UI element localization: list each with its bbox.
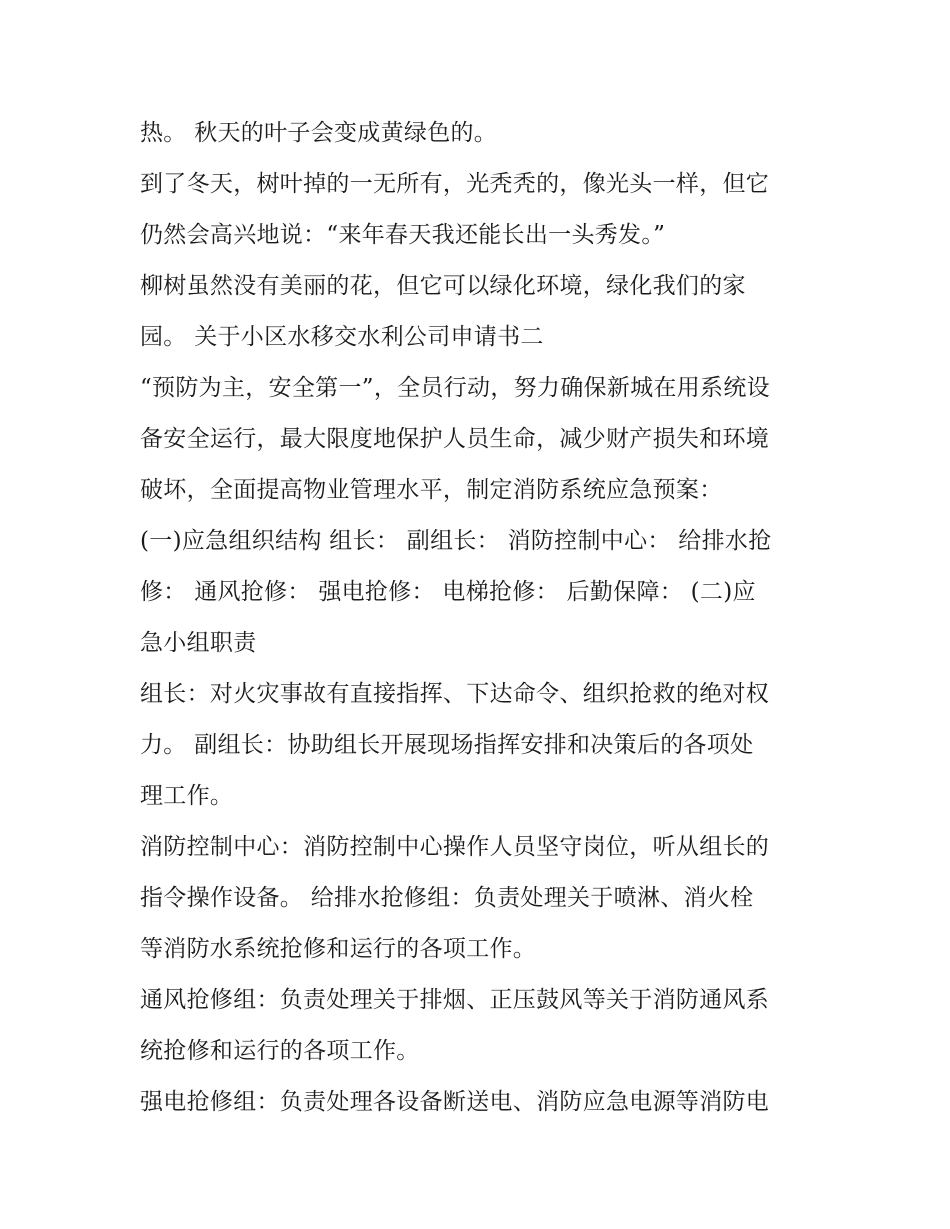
text-line: 园。 关于小区水移交水利公司申请书二	[140, 324, 544, 350]
text-line: 仍然会高兴地说：“来年春天我还能长出一头秀发。”	[140, 222, 666, 248]
text-line: 力。 副组长：协助组长开展现场指挥安排和决策后的各项处	[140, 732, 754, 758]
text-line: 理工作。	[140, 783, 234, 809]
text-line: 修： 通风抢修： 强电抢修： 电梯抢修： 后勤保障： (二)应	[140, 579, 756, 605]
text-line: 急小组职责	[140, 630, 257, 656]
text-line: 备安全运行，最大限度地保护人员生命，减少财产损失和环境	[140, 426, 770, 452]
text-line: 热。 秋天的叶子会变成黄绿色的。	[140, 120, 498, 146]
text-line: “预防为主，安全第一”，全员行动，努力确保新城在用系统设	[140, 375, 770, 401]
text-line: 指令操作设备。 给排水抢修组：负责处理关于喷淋、消火栓	[140, 885, 754, 911]
text-line: 到了冬天，树叶掉的一无所有，光秃秃的，像光头一样，但它	[140, 171, 770, 197]
text-line: 柳树虽然没有美丽的花，但它可以绿化环境，绿化我们的家	[140, 273, 746, 299]
text-line: 组长：对火灾事故有直接指挥、下达命令、组织抢救的绝对权	[140, 681, 770, 707]
text-line: 统抢修和运行的各项工作。	[140, 1038, 420, 1064]
text-line: 强电抢修组：负责处理各设备断送电、消防应急电源等消防电	[140, 1089, 770, 1115]
text-line: 破坏，全面提高物业管理水平，制定消防系统应急预案：	[140, 477, 723, 503]
text-line: (一)应急组织结构 组长： 副组长： 消防控制中心： 给排水抢	[140, 528, 772, 554]
text-line: 等消防水系统抢修和运行的各项工作。	[140, 936, 537, 962]
document-body	[140, 108, 820, 1128]
text-line: 消防控制中心：消防控制中心操作人员坚守岗位，听从组长的	[140, 834, 770, 860]
text-line: 通风抢修组：负责处理关于排烟、正压鼓风等关于消防通风系	[140, 987, 770, 1013]
